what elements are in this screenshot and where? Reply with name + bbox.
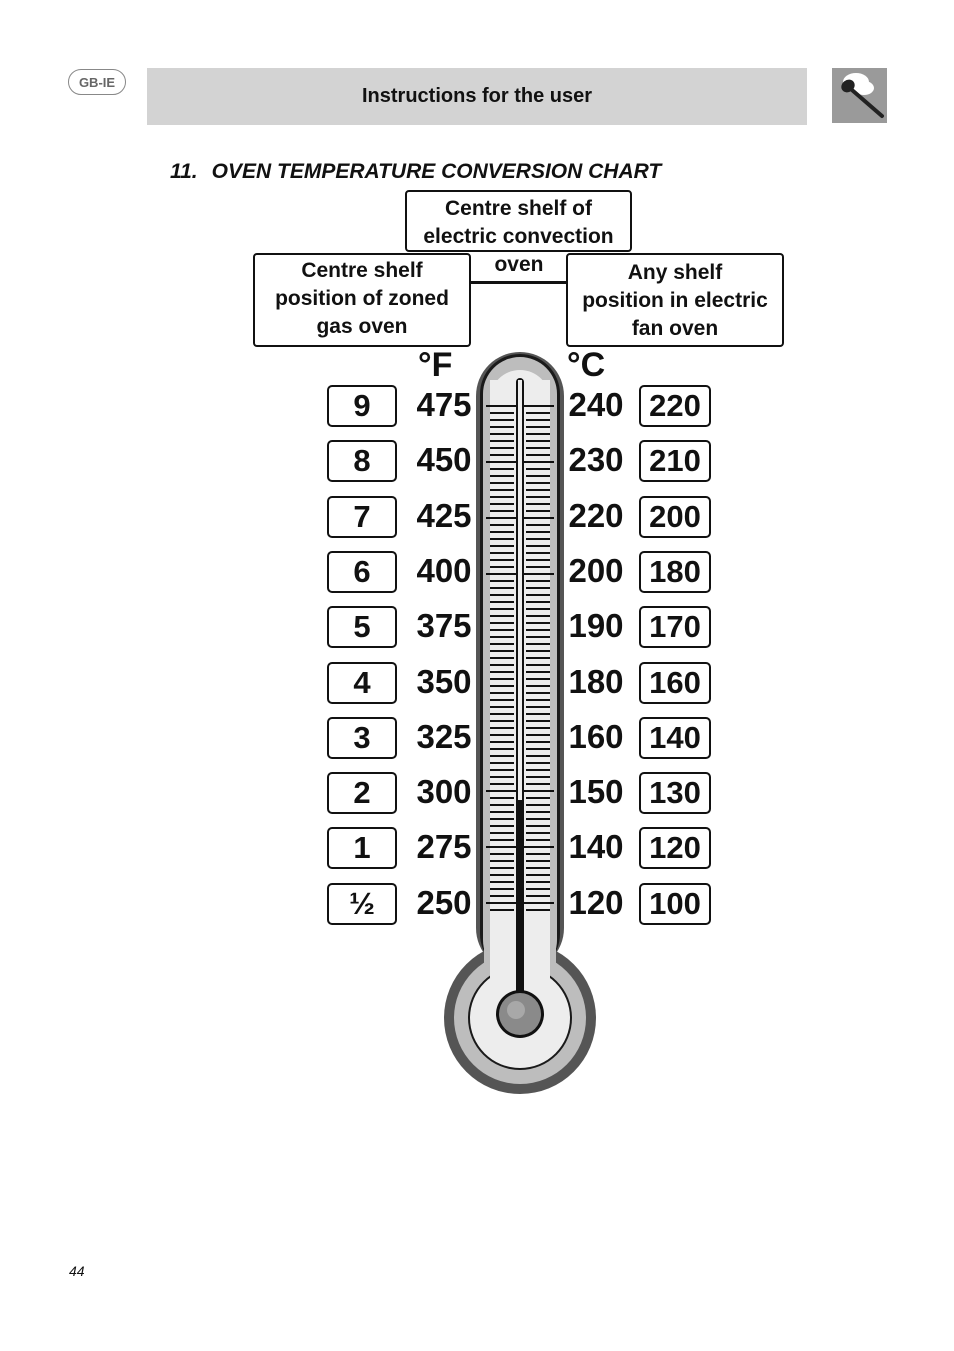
label-line: oven <box>494 253 544 276</box>
celsius-unit: °C <box>567 346 606 384</box>
fahrenheit-value: 375 <box>416 607 472 644</box>
label-line: position in electric <box>582 289 768 312</box>
gas-mark-box: 2 <box>327 772 397 814</box>
celsius-value: 190 <box>568 607 624 644</box>
gas-mark-box: 9 <box>327 385 397 427</box>
celsius-value: 230 <box>568 441 624 478</box>
section-heading <box>170 160 661 184</box>
fahrenheit-value: 250 <box>416 884 472 921</box>
header-title: Instructions for the user <box>361 85 593 107</box>
label-line: Centre shelf of <box>444 197 593 220</box>
label-line: Any shelf <box>627 261 723 284</box>
fan-oven-box: 180 <box>639 551 711 593</box>
celsius-value: 200 <box>568 552 624 589</box>
celsius-value: 160 <box>568 718 624 755</box>
label-electric-convection <box>405 190 632 252</box>
fan-oven-box: 120 <box>639 827 711 869</box>
celsius-value: 140 <box>568 828 624 865</box>
fan-oven-box: 130 <box>639 772 711 814</box>
gas-mark-box: 8 <box>327 440 397 482</box>
fan-oven-box: 220 <box>639 385 711 427</box>
page-header <box>147 68 807 125</box>
fahrenheit-value: 475 <box>416 386 472 423</box>
celsius-value: 150 <box>568 773 624 810</box>
celsius-value: 240 <box>568 386 624 423</box>
celsius-value: 120 <box>568 884 624 921</box>
fahrenheit-value: 325 <box>416 718 472 755</box>
label-gas-oven <box>253 253 471 347</box>
fahrenheit-value: 350 <box>416 663 472 700</box>
fan-oven-box: 140 <box>639 717 711 759</box>
page-number: 44 <box>69 1263 85 1279</box>
fahrenheit-unit: °F <box>418 346 453 384</box>
chef-spoon-icon <box>832 68 887 123</box>
section-number: 11. <box>170 160 198 183</box>
celsius-value: 180 <box>568 663 624 700</box>
celsius-value: 220 <box>568 497 624 534</box>
gas-mark-box: 6 <box>327 551 397 593</box>
fahrenheit-value: 425 <box>416 497 472 534</box>
label-fan-oven <box>566 253 784 347</box>
fan-oven-box: 160 <box>639 662 711 704</box>
fahrenheit-value: 300 <box>416 773 472 810</box>
fahrenheit-value: 400 <box>416 552 472 589</box>
region-badge: GB-IE <box>68 69 126 95</box>
gas-mark-box: 1 <box>327 827 397 869</box>
gas-mark-box: 7 <box>327 496 397 538</box>
fahrenheit-value: 275 <box>416 828 472 865</box>
fahrenheit-value: 450 <box>416 441 472 478</box>
label-line: electric convection <box>423 225 614 248</box>
fan-oven-box: 210 <box>639 440 711 482</box>
gas-mark-box: 3 <box>327 717 397 759</box>
label-line: gas oven <box>316 315 408 338</box>
gas-mark-box: 4 <box>327 662 397 704</box>
label-line: Centre shelf <box>301 259 423 282</box>
gas-mark-box: 5 <box>327 606 397 648</box>
label-line: fan oven <box>631 317 719 340</box>
section-title: OVEN TEMPERATURE CONVERSION CHART <box>211 160 662 183</box>
connector-line <box>470 281 568 284</box>
label-line: position of zoned <box>275 287 449 310</box>
fan-oven-box: 200 <box>639 496 711 538</box>
fan-oven-box: 170 <box>639 606 711 648</box>
gas-mark-box: ½ <box>327 883 397 925</box>
fan-oven-box: 100 <box>639 883 711 925</box>
